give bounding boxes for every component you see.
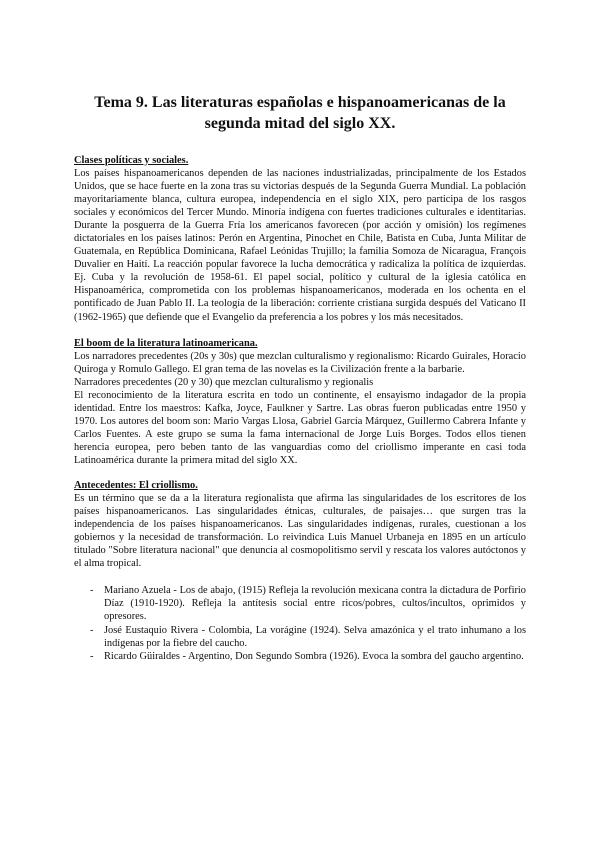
- dash-bullet: -: [90, 624, 94, 636]
- page-title: [74, 92, 526, 134]
- list-item: [74, 624, 526, 650]
- dash-bullet: -: [90, 650, 94, 662]
- paragraph-boom-3: El reconocimiento de la literatura escrita en todo un continente, el ensayismo indagador de la propia identidad. Entre los maestros: Kafka, Joyce, Faulkner y Sartre. Las obras fueron publicadas entre 1950 y 1970. Los autores del boom son: Mario Vargas Llosa, Gabriel García Márquez, Guillermo Cabrera Infante y Carlos Fuentes. A este grupo se suma la fama internacional de Jorge Luis Borges. Todos ellos tienen herencia europea, pero beben tanto de las vanguardias como del criollismo imperante en casi toda Latinoamérica durante la primera mitad del siglo XX.: [74, 389, 526, 466]
- document-page: [74, 0, 526, 663]
- dash-bullet: -: [90, 585, 94, 597]
- paragraph-clases: Los países hispanoamericanos dependen de las naciones industrializadas, principalmente de los Estados Unidos, que se hace fuerte en la zona tras su victorias después de la Segunda Guerra Mundial. La población mayoritariamente blanca, cultura europea, independencia en el siglo XIX, pero participa de los rasgos sociales y económicos del Tercer Mundo. Minoría indígena con fuertes tradiciones culturales e identitarias. Durante la posguerra de la Guerra Fría los americanos favorecen (por acción y omisión) los regímenes dictatoriales en los países latinos: Perón en Argentina, Pinochet en Chile, Batista en Cuba, Junta Militar de Guatemala, en República Dominicana, Rafael Leónidas Trujillo; la familia Somoza de Nicaragua, François Duvalier en Haití. La reacción popular favorece la lucha democrática y radicaliza la política de izquierdas. Ej. Cuba y la revolución de 1958-61. El papel social, político y cultural de la iglesia católica en Hispanoamérica, comprometida con los problemas hispanoamericanos, moderada en los ochenta en el pontificado de Juan Pablo II. La teología de la liberación: corriente cristiana surgida después del Vaticano II (1962-1965) que defiende que el Evangelio da preferencia a los pobres y los más necesitados.: [74, 168, 526, 323]
- list-item: [74, 650, 526, 663]
- title-line-1: Tema 9. Las literaturas españolas e hispanoamericanas de la: [94, 94, 506, 111]
- section-clases: [74, 154, 526, 324]
- list-item: [74, 584, 526, 623]
- section-heading-criollismo: Antecedentes: El criollismo.: [74, 479, 198, 491]
- author-list: [74, 584, 526, 663]
- section-heading-clases: Clases políticas y sociales.: [74, 155, 189, 166]
- section-criollismo: [74, 479, 526, 663]
- paragraph-boom-1: Los narradores precedentes (20s y 30s) que mezclan culturalismo y regionalismo: Ricardo Guirales, Horacio Quiroga y Romulo Gallego. El gran tema de las novelas es la Civilización frente a la barbarie.: [74, 350, 526, 375]
- list-item-text: Ricardo Güiraldes - Argentino, Don Segundo Sombra (1926). Evoca la sombra del gaucho argentino.: [104, 650, 524, 662]
- section-heading-boom: El boom de la literatura latinoamericana.: [74, 337, 258, 349]
- paragraph-criollismo: Es un término que se da a la literatura regionalista que afirma las singularidades de los escritores de los países hispanoamericanos. Las singularidades étnicas, culturales, de paisajes… que surgen tras la independencia de los países hispanoamericanos. Las singularidades indígenas, rurales, cuestionan a los gobiernos y la necesidad de transformación. Lo reivindica Luis Manuel Urbaneja en 1895 en un artículo titulado "Sobre literatura nacional" que denuncia al cosmopolitismo servil y rescata los valores autóctonos y el alma tropical.: [74, 492, 526, 570]
- list-item-text: José Eustaquio Rivera - Colombia, La vorágine (1924). Selva amazónica y el trato inhumano a los indígenas por la fiebre del caucho.: [104, 624, 526, 649]
- section-boom: [74, 337, 526, 467]
- list-item-text: Mariano Azuela - Los de abajo, (1915) Refleja la revolución mexicana contra la dictadura de Porfirio Díaz (1910-1920). Refleja la antítesis social entre ricos/pobres, cultos/incultos, oprimidos y opresores.: [104, 585, 526, 623]
- paragraph-boom-2: Narradores precedentes (20 y 30) que mezclan culturalismo y regionalis: [74, 376, 374, 388]
- title-line-2: segunda mitad del siglo XX.: [204, 115, 396, 132]
